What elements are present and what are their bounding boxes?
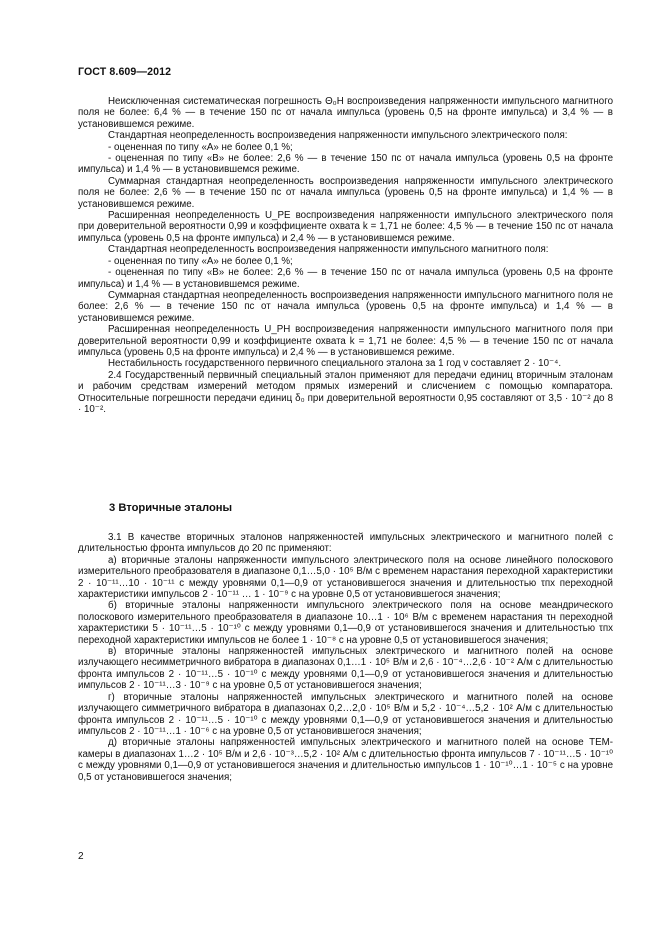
paragraph: Расширенная неопределенность U_PE воспроизведения напряженности импульсного электрического поля при доверительной вероятности 0,99 и коэффициенте охвата k = 1,71 не более: 4,5 % — в течение 150 пс от начала импульса (уровень 0,5 на фронте импульса) и 2,4 % — в установившемся режиме. (78, 210, 613, 244)
paragraph: Расширенная неопределенность U_PH воспроизведения напряженности импульсного магнитного поля при доверительной вероятности 0,99 и коэффициенте охвата k = 1,71 не более: 4,5 % — в течение 150 пс от начала импульса (уровень 0,5 на фронте импульса) и 2,4 % — в установившемся режиме. (78, 324, 613, 358)
paragraph: 3.1 В качестве вторичных эталонов напряженностей импульсных электрического и магнитного полей с длительностью фронта импульсов до 20 пс применяют: (78, 532, 613, 555)
list-item: - оцененная по типу «А» не более 0,1 %; (108, 141, 293, 153)
list-item: - оцененная по типу «В» не более: 2,6 % — в течение 150 пс от начала импульса (уровень 0,5 на фронте импульса) и 1,4 % — в установившемся режиме. (78, 267, 613, 290)
paragraph: Суммарная стандартная неопределенность воспроизведения напряженности импульсного электрического поля не более: 2,6 % — в течение 150 пс от начала импульса (уровень 0,5 на фронте импульса) и 1,4 % — в установившемся режиме. (78, 175, 613, 210)
list-item: - оцененная по типу «А» не более 0,1 %; (108, 255, 293, 267)
page-number: 2 (78, 851, 84, 862)
list-item: д) вторичные эталоны напряженностей импульсных электрического и магнитного полей на основе ТЕМ-камеры в диапазонах 1…2 · 10⁵ В/м и 2,6 · 10⁻³…5,2 · 10² А/м с длительностью фронта импульсов 7 · 10⁻¹¹…5 · 10⁻¹⁰ с между уровнями 0,1—0,9 от установившегося значения и длительностью импульсов 1 · 10⁻¹⁰…1 · 10⁻⁵ с на уровне 0,5 от установившегося значения; (78, 737, 613, 783)
paragraph: Стандартная неопределенность воспроизведения напряженности импульсного электрического поля: (108, 130, 568, 142)
list-item: в) вторичные эталоны напряженностей импульсных электрического и магнитного полей на основе излучающего несимметричного вибратора в диапазонах 0,1…1 · 10⁵ В/м и 2,6 · 10⁻⁴…2,6 · 10⁻² А/м с длительностью фронта импульсов 2 · 10⁻¹¹…5 · 10⁻¹⁰ с между уровнями 0,1—0,9 от установившегося значения и длительностью импульсов 2 · 10⁻¹¹…3 · 10⁻⁹ с на уровне 0,5 от установившегося значения; (78, 646, 613, 692)
list-item: б) вторичные эталоны напряженности импульсного электрического поля на основе меандрического полоскового измерительного преобразователя в диапазоне 10…1 · 10⁶ В/м с временем нарастания τн переходной характеристики 5 · 10⁻¹¹…5 · 10⁻¹⁰ с между уровнями 0,1—0,9 от установившегося значения и длительностью τпх переходной характеристики импульсов не более 1 · 10⁻⁸ с на уровне 0,5 от установившегося значения; (78, 600, 613, 646)
section-heading: 3 Вторичные эталоны (109, 502, 233, 514)
paragraph: Стандартная неопределенность воспроизведения напряженности импульсного магнитного поля: (108, 244, 549, 256)
section-3-body (78, 532, 613, 783)
document-header: ГОСТ 8.609—2012 (78, 66, 172, 78)
section-top-body (78, 96, 613, 415)
paragraph: Неисключенная систематическая погрешность Θ₀H воспроизведения напряженности импульсного магнитного поля не более: 6,4 % — в течение 150 пс от начала импульса (уровень 0,5 на фронте импульса) и 3,4 % — в установившемся режиме. (78, 96, 613, 130)
paragraph: Суммарная стандартная неопределенность воспроизведения напряженности импульсного магнитного поля не более: 2,6 % — в течение 150 пс от начала импульса (уровень 0,5 на фронте импульса) и 1,4 % — в установившемся режиме. (78, 289, 613, 324)
paragraph: Нестабильность государственного первичного специального эталона за 1 год ν составляет 2 · 10⁻⁴. (108, 358, 562, 370)
list-item: г) вторичные эталоны напряженностей импульсных электрического и магнитного полей на основе излучающего симметричного вибратора в диапазонах 0,2…2,0 · 10⁵ В/м и 5,2 · 10⁻⁴…5,2 · 10² А/м с длительностью фронта импульсов 2 · 10⁻¹¹…5 · 10⁻¹⁰ с между уровнями 0,1—0,9 от установившегося значения и длительностью импульсов 2 · 10⁻¹¹…1 · 10⁻⁶ с на уровне 0,5 от установившегося значения; (78, 691, 613, 737)
list-item: а) вторичные эталоны напряженности импульсного электрического поля на основе линейного полоскового измерительного преобразователя в диапазоне 0,1…5,0 · 10⁵ В/м с временем нарастания переходной характеристики 2 · 10⁻¹¹…10 · 10⁻¹¹ с между уровнями 0,1—0,9 от установившегося значения и длительностью τпх переходной характеристики импульсов 2 · 10⁻¹¹ … 1 · 10⁻⁹ с на уровне 0,5 от установившегося значения; (78, 554, 613, 601)
list-item: - оцененная по типу «В» не более: 2,6 % — в течение 150 пс от начала импульса (уровень 0,5 на фронте импульса) и 1,4 % — в установившемся режиме. (78, 153, 613, 176)
paragraph: 2.4 Государственный первичный специальный эталон применяют для передачи единиц вторичным эталонам и рабочим средствам измерений методом прямых измерений и слисчением с помощью компаратора. Относительные погрешности передачи единиц δ₀ при доверительной вероятности 0,95 составляют от 3,5 · 10⁻² до 8 · 10⁻². (78, 369, 613, 415)
